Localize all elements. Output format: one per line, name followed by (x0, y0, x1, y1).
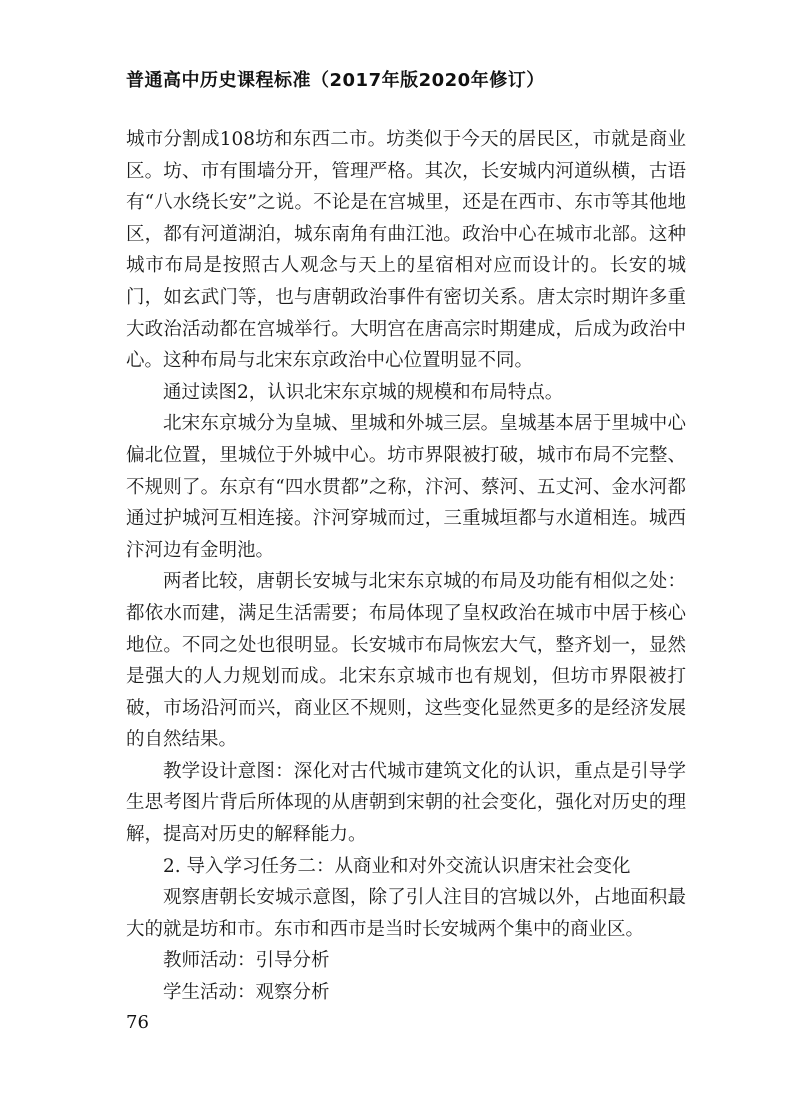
paragraph: 教学设计意图：深化对古代城市建筑文化的认识，重点是引导学生思考图片背后所体现的从唐朝到宋朝的社会变化，强化对历史的理解，提高对历史的解释能力。 (126, 760, 686, 846)
paragraph: 北宋东京城分为皇城、里城和外城三层。皇城基本居于里城中心偏北位置，里城位于外城中心。坊市界限被打破，城市布局不完整、不规则了。东京有“四水贯都”之称，汴河、蔡河、五丈河、金水河都通过护城河互相连接。汴河穿城而过，三重城垣都与水道相连。城西汴河边有金明池。 (126, 413, 686, 561)
paragraph: 两者比较，唐朝长安城与北宋东京城的布局及功能有相似之处：都依水而建，满足生活需要；布局体现了皇权政治在城市中居于核心地位。不同之处也很明显。长安城市布局恢宏大气，整齐划一，显然是强大的人力规划而成。北宋东京城市也有规划，但坊市界限被打破，市场沿河而兴，商业区不规则，这些变化显然更多的是经济发展的自然结果。 (126, 571, 686, 751)
section-heading: 2. 导入学习任务二：从商业和对外交流认识唐宋社会变化 (163, 855, 631, 877)
paragraph: 学生活动：观察分析 (163, 982, 330, 1004)
paragraph: 通过读图2，认识北宋东京城的规模和布局特点。 (163, 381, 564, 403)
page-number: 76 (126, 1012, 149, 1033)
body-text (126, 124, 686, 1009)
running-header: 普通高中历史课程标准（2017年版2020年修订） (126, 70, 545, 91)
paragraph: 观察唐朝长安城示意图，除了引人注目的宫城以外，占地面积最大的就是坊和市。东市和西市是当时长安城两个集中的商业区。 (126, 887, 686, 940)
paragraph: 城市分割成108坊和东西二市。坊类似于今天的居民区，市就是商业区。坊、市有围墙分开，管理严格。其次，长安城内河道纵横，古语有“八水绕长安”之说。不论是在宫城里，还是在西市、东市等其他地区，都有河道湖泊，城东南角有曲江池。政治中心在城市北部。这种城市布局是按照古人观念与天上的星宿相对应而设计的。长安的城门，如玄武门等，也与唐朝政治事件有密切关系。唐太宗时期许多重大政治活动都在宫城举行。大明宫在唐高宗时期建成，后成为政治中心。这种布局与北宋东京政治中心位置明显不同。 (126, 129, 686, 372)
paragraph: 教师活动：引导分析 (163, 950, 330, 972)
